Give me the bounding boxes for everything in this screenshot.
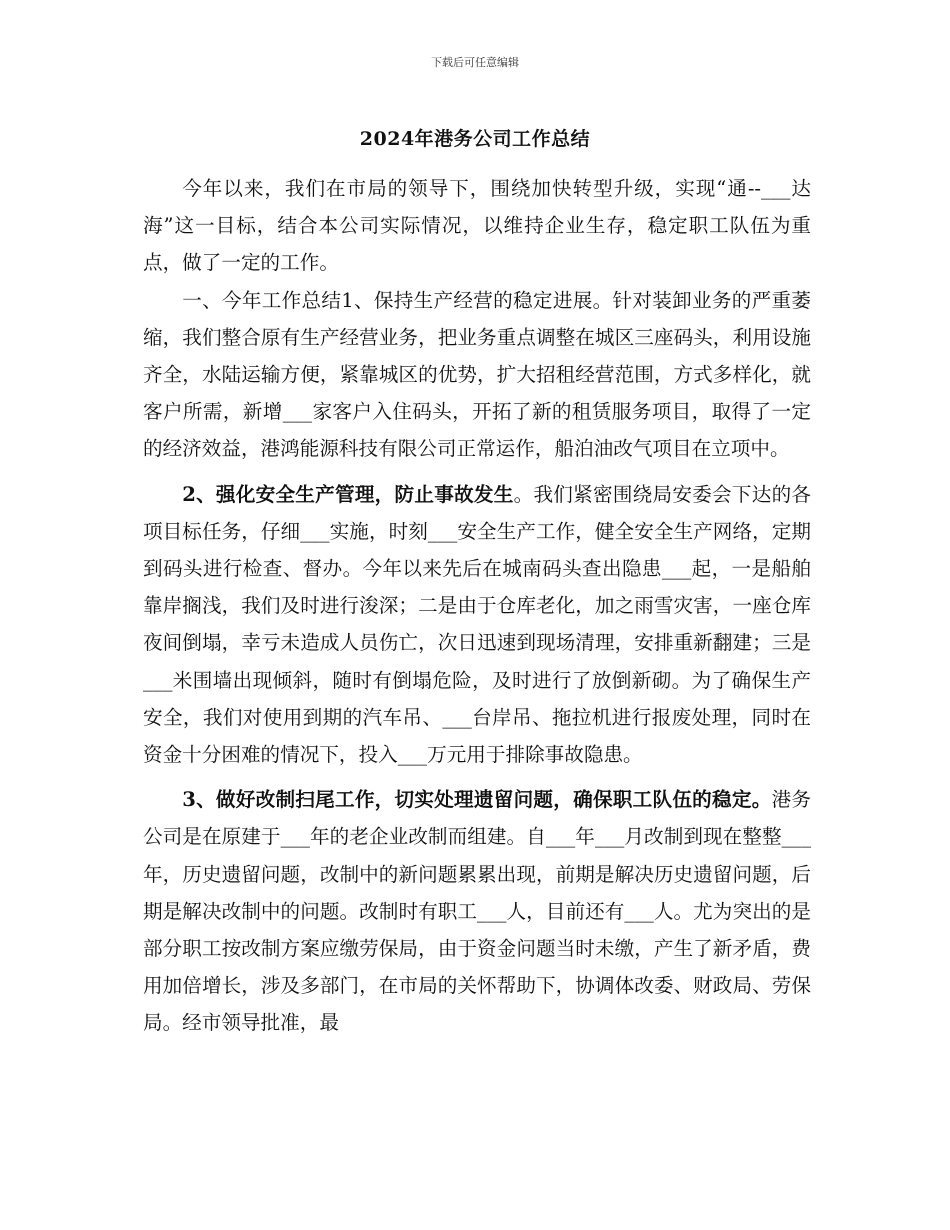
paragraph-text: 港务公司是在原建于___年的老企业改制而组建。自___年___月改制到现在整整___年，历史遗留问题，改制中的新问题累累出现，前期是解决历史遗留问题，后期是解决改制中的问题。改制时有职工___人，目前还有___人。尤为突出的是部分职工按改制方案应缴劳保局，由于资金问题当时未缴，产生了新矛盾，费用加倍增长，涉及多部门，在市局的关怀帮助下，协调体改委、财政局、劳保局。经市领导批准，最 (143, 788, 812, 1035)
paragraph-lead: 3、做好改制扫尾工作，切实处理遗留问题，确保职工队伍的稳定。 (182, 788, 772, 812)
paragraph-text: 一、今年工作总结1、保持生产经营的稳定进展。针对装卸业务的严重萎缩，我们整合原有生产经营业务，把业务重点调整在城区三座码头，利用设施齐全，水陆运输方便，紧靠城区的优势，扩大招租经营范围，方式多样化，就客户所需，新增___家客户入住码头，开拓了新的租赁服务项目，取得了一定的经济效益，港鸿能源科技有限公司正常运作，船泊油改气项目在立项中。 (143, 288, 811, 461)
paragraph-section-1 (143, 282, 811, 468)
document-body (143, 170, 811, 1042)
document-title: 2024年港务公司工作总结 (359, 128, 591, 150)
paragraph-lead: 2、强化安全生产管理，防止事故发生 (182, 482, 514, 506)
paragraph-section-2 (143, 476, 811, 774)
page-header-note: 下载后可任意编辑 (431, 56, 519, 69)
paragraph-text: 今年以来，我们在市局的领导下，围绕加快转型升级，实现“通--___达海”这一目标，结合本公司实际情况，以维持企业生存，稳定职工队伍为重点，做了一定的工作。 (143, 177, 811, 275)
paragraph-text: 。我们紧密围绕局安委会下达的各项目标任务，仔细___实施，时刻___安全生产工作，健全安全生产网络，定期到码头进行检查、督办。今年以来先后在城南码头查出隐患___起，一是船舶靠岸搁浅，我们及时进行浚深；二是由于仓库老化，加之雨雪灾害，一座仓库夜间倒塌，幸亏未造成人员伤亡，次日迅速到现场清理，安排重新翻建；三是___米围墙出现倾斜，随时有倒塌危险，及时进行了放倒新砌。为了确保生产安全，我们对使用到期的汽车吊、___台岸吊、拖拉机进行报废处理，同时在资金十分困难的情况下，投入___万元用于排除事故隐患。 (143, 482, 812, 767)
paragraph-section-3 (143, 781, 811, 1041)
paragraph-intro (143, 170, 811, 282)
